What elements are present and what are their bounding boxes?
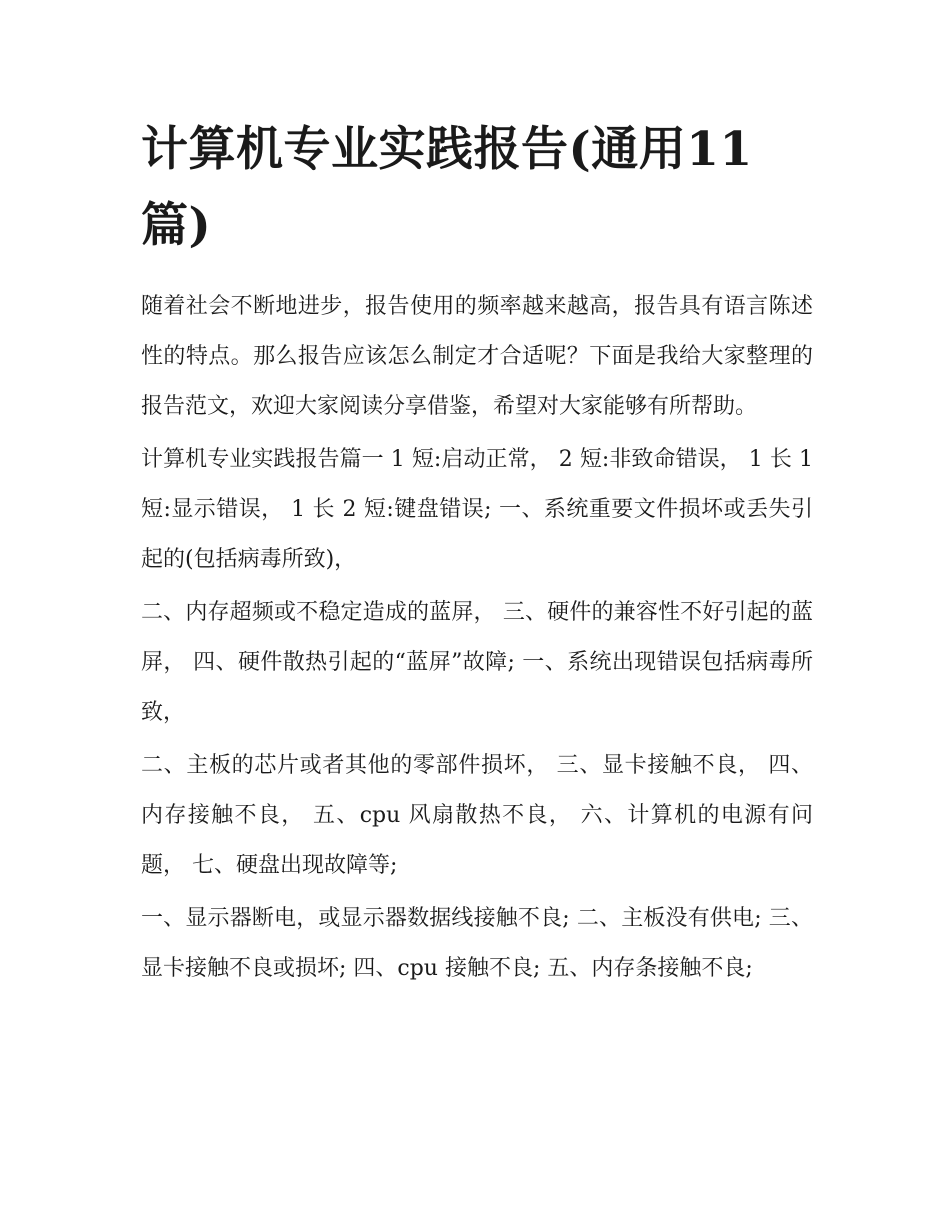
document-title: 计算机专业实践报告(通用11篇) bbox=[141, 122, 753, 253]
paragraph-hardware-faults: 二、主板的芯片或者其他的零部件损坏， 三、显卡接触不良， 四、内存接触不良， 五、cpu 风扇散热不良， 六、计算机的电源有问题， 七、硬盘出现故障等; bbox=[141, 753, 813, 878]
document-body bbox=[141, 112, 813, 997]
paragraph-display-faults: 一、显示器断电，或显示器数据线接触不良; 二、主板没有供电; 三、显卡接触不良或损坏; 四、cpu 接触不良; 五、内存条接触不良; bbox=[141, 906, 813, 981]
paragraph-blue-screen: 二、内存超频或不稳定造成的蓝屏， 三、硬件的兼容性不好引起的蓝屏， 四、硬件散热引起的“蓝屏”故障; 一、系统出现错误包括病毒所致， bbox=[141, 600, 813, 725]
paragraph-beep-codes: 计算机专业实践报告篇一 1 短:启动正常， 2 短:非致命错误， 1 长 1 短:显示错误， 1 长 2 短:键盘错误; 一、系统重要文件损坏或丢失引起的(包括病毒所致)， bbox=[141, 447, 813, 572]
paragraph-intro: 随着社会不断地进步，报告使用的频率越来越高，报告具有语言陈述性的特点。那么报告应该怎么制定才合适呢？下面是我给大家整理的报告范文，欢迎大家阅读分享借鉴，希望对大家能够有所帮助。 bbox=[141, 294, 813, 419]
